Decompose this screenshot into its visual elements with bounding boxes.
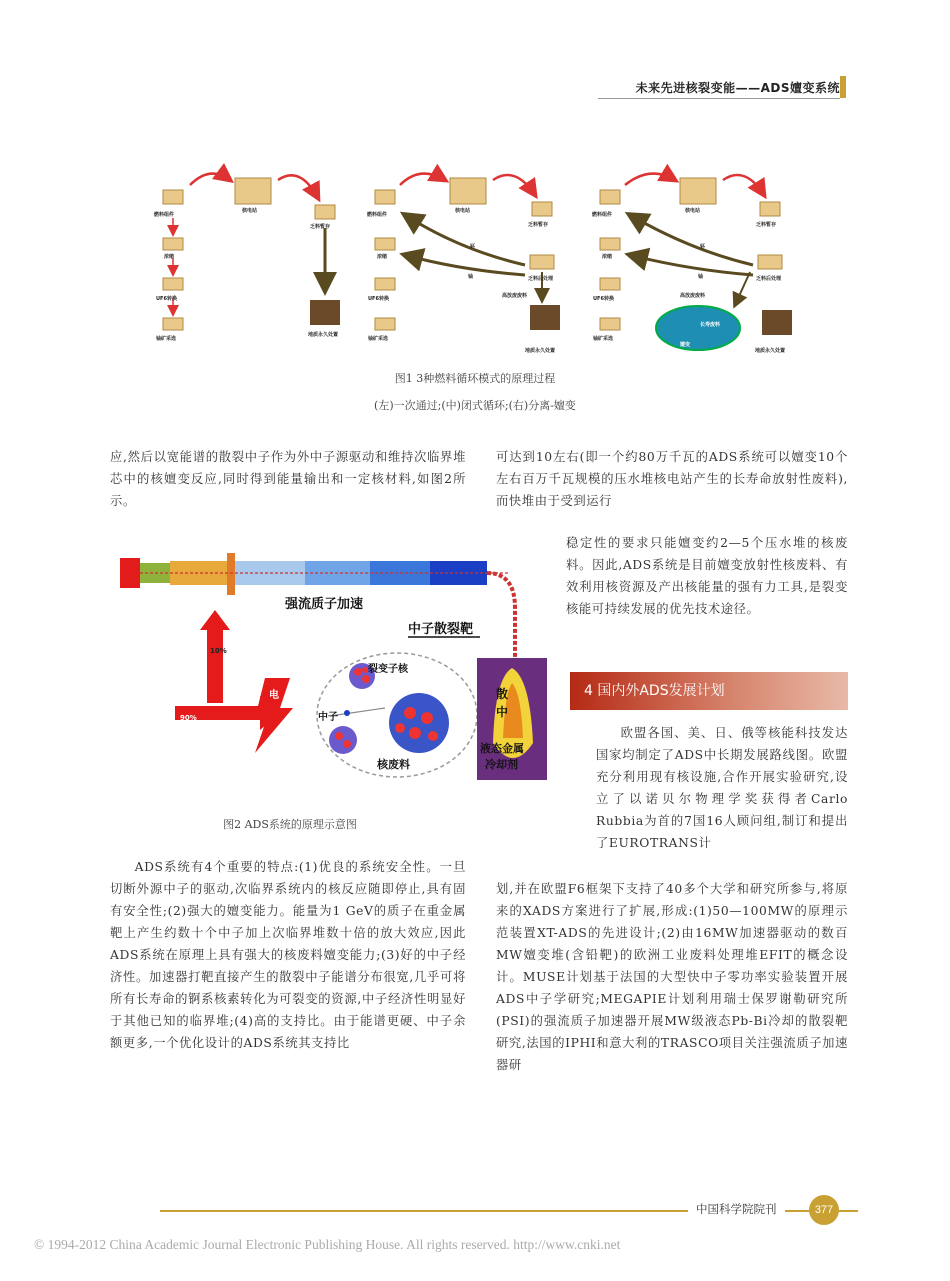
fig2-neutron-label: 中子 bbox=[318, 712, 338, 723]
fig2-pct10-label: 10% bbox=[210, 647, 227, 655]
fig2-pct90-label: 90% bbox=[180, 714, 197, 722]
fig1-left-storage-label: 乏料暂存 bbox=[310, 224, 331, 230]
fig1-mid-fuel-label: 燃料组件 bbox=[367, 212, 388, 218]
fig2-source bbox=[120, 558, 140, 588]
fig1-right-ads-label: 嬗变 bbox=[680, 342, 691, 348]
fig1-mid-mine-label: 铀矿采选 bbox=[368, 336, 389, 342]
fig1-right-uf6-label: UF6转换 bbox=[593, 296, 614, 302]
fig1-left-disposal-label: 地质永久处置 bbox=[308, 332, 339, 338]
page-number: 377 bbox=[809, 1195, 839, 1225]
fig1-right-pu-label: 钚 bbox=[700, 244, 706, 250]
fig1-right-reprocess-label: 乏料后处理 bbox=[756, 276, 782, 282]
fig1-mid-enrich-label: 浓缩 bbox=[377, 254, 388, 260]
fig1-mid-u-label: 铀 bbox=[468, 274, 474, 280]
right-paragraph-1b: 稳定性的要求只能嬗变约2—5个压水堆的核废料。因此,ADS系统是目前嬗变放射性核废料、有效利用核资源及产出核能量的强有力工具,是裂变核能可持续发展的优先技术途径。 bbox=[566, 536, 848, 616]
fig1-right-storage-label: 乏料暂存 bbox=[756, 222, 777, 228]
fig1-mid-uf6-label: UF6转换 bbox=[368, 296, 389, 302]
fig1-mid-storage-label: 乏料暂存 bbox=[528, 222, 549, 228]
figure1-fuel-cycle-diagram bbox=[150, 160, 800, 360]
figure1-panel-left bbox=[153, 174, 340, 342]
fig1-left-plant-label: 核电站 bbox=[242, 208, 258, 214]
fig1-right-u-label: 铀 bbox=[698, 274, 704, 280]
fig2-waste-label: 核废料 bbox=[377, 758, 410, 771]
fig1-right-enrich-label: 浓缩 bbox=[602, 254, 613, 260]
footer-journal: 中国科学院院刊 bbox=[688, 1201, 785, 1217]
figure1-panel-right bbox=[591, 174, 792, 354]
copyright-notice: © 1994-2012 China Academic Journal Electronic Publishing House. All rights reserved. http://www.cnki.net bbox=[34, 1237, 621, 1252]
header-rule bbox=[598, 98, 840, 99]
fig1-right-fuel-label: 燃料组件 bbox=[592, 212, 613, 218]
fig1-mid-disposal-label: 地质永久处置 bbox=[525, 348, 556, 354]
fig2-coolant1-label: 液态金属 bbox=[480, 742, 524, 755]
header-accent-bar bbox=[840, 76, 846, 98]
fig2-elec-label: 电 bbox=[269, 690, 279, 701]
right-paragraph-2b: 划,并在欧盟F6框架下支持了40多个大学和研究所参与,将原来的XADS方案进行了扩展,形成:(1)50—100MW的原理示范装置XT-ADS的先进设计;(2)由16MW加速器驱动的数百MW嬗变堆(含铅靶)的欧洲工业废料处理堆EFIT的概念设计。MUSE计划基于法国的大型快中子零功率实验装置开展ADS中子学研究;MEGAPIE计划利用瑞士保罗谢勒研究所(PSI)的强流质子加速器开展MW级液态Pb-Bi冷却的散裂靶研究,法国的IPHI和意大利的TRASCO项目关注强流质子加速器研 bbox=[496, 882, 848, 1072]
fig1-left-uf6-label: UF6转换 bbox=[156, 296, 177, 302]
figure1-panel-middle bbox=[366, 174, 560, 354]
figure2-ads-diagram bbox=[115, 548, 550, 788]
fig1-right-disposal-label: 地质永久处置 bbox=[755, 348, 786, 354]
section-heading-4: 4 国内外ADS发展计划 bbox=[570, 672, 848, 710]
right-paragraph-1a: 可达到10左右(即一个约80万千瓦的ADS系统可以嬗变10个左右百万千瓦规模的压水堆核电站产生的长寿命放射性废料),而快堆由于受到运行 bbox=[496, 450, 848, 508]
fig2-spall2-label: 中 bbox=[496, 705, 509, 719]
fig1-right-hlw-label: 高放废废料 bbox=[680, 293, 706, 299]
figure2-caption: 图2 ADS系统的原理示意图 bbox=[223, 818, 357, 831]
right-paragraph-2a: 欧盟各国、美、日、俄等核能科技发达国家均制定了ADS中长期发展路线图。欧盟充分利用现有核设施,合作开展实验研究,设立了以诺贝尔物理学奖获得者Carlo Rubbia为首的7国16人顾问组,制订和提出了EUROTRANS计 bbox=[596, 726, 848, 850]
fig1-mid-plant-label: 核电站 bbox=[455, 208, 471, 214]
fig1-left-enrich-label: 浓缩 bbox=[164, 254, 175, 260]
fig1-mid-pu-label: 钚 bbox=[470, 244, 476, 250]
fig2-fission-label: 裂变子核 bbox=[368, 664, 408, 675]
fig2-accel-label: 强流质子加速 bbox=[285, 597, 364, 612]
figure1-caption: 图1 3种燃料循环模式的原理过程 bbox=[394, 372, 556, 385]
fig1-mid-hlw-label: 高放废废料 bbox=[502, 293, 528, 299]
fig1-left-mine-label: 铀矿采选 bbox=[156, 336, 177, 342]
left-paragraph-2: ADS系统有4个重要的特点:(1)优良的系统安全性。一旦切断外源中子的驱动,次临界系统内的核反应随即停止,具有固有安全性;(2)强大的嬗变能力。能量为1 GeV的质子在重金属靶上产生约数十个中子加上次临界堆数十倍的放大效应,因此ADS系统在原理上具有强大的核废料嬗变能力;(3)好的中子经济性。加速器打靶直接产生的散裂中子能谱分布很宽,几乎可将所有长寿命的锕系核素转化为可裂变的资源,中子经济性明显好于其他已知的临界堆;(4)高的支持比。由于能谱更硬、中子余额更多,一个优化设计的ADS系统其支持比 bbox=[110, 860, 466, 1050]
fig1-right-plant-label: 核电站 bbox=[685, 208, 701, 214]
fig2-spall1-label: 散 bbox=[496, 687, 509, 701]
left-paragraph-1: 应,然后以宽能谱的散裂中子作为外中子源驱动和维持次临界堆芯中的核嬗变反应,同时得到能量输出和一定核材料,如图2所示。 bbox=[110, 450, 466, 508]
figure1-subcaption: (左)一次通过;(中)闭式循环;(右)分离-嬗变 bbox=[374, 399, 576, 412]
fig1-right-mine-label: 铀矿采选 bbox=[593, 336, 614, 342]
fig1-mid-reprocess-label: 乏料后处理 bbox=[528, 276, 554, 282]
footer-rule-right bbox=[838, 1210, 858, 1212]
running-header: 未来先进核裂变能——ADS嬗变系统 bbox=[635, 81, 840, 95]
fig2-coolant2-label: 冷却剂 bbox=[485, 758, 518, 771]
fig2-target-label: 中子散裂靶 bbox=[408, 622, 474, 637]
fig1-left-fuel-label: 燃料组件 bbox=[154, 212, 175, 218]
fig1-right-lived-label: 长寿废料 bbox=[700, 322, 721, 328]
